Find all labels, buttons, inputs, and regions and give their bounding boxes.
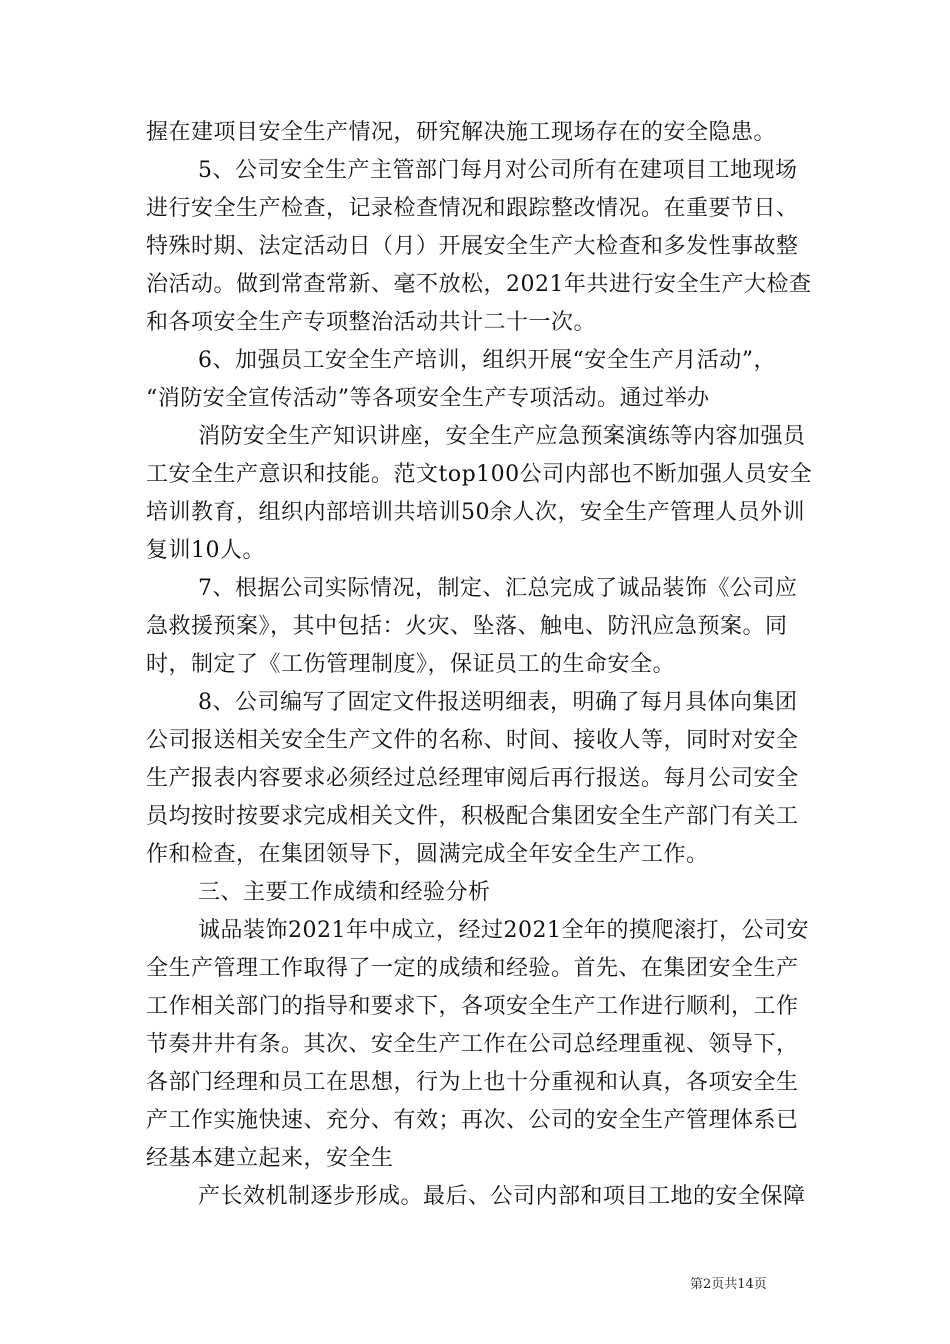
text-line: 和各项安全生产专项整治活动共计二十一次。	[146, 310, 597, 335]
text-line: 全生产管理工作取得了一定的成绩和经验。首先、在集团安全生产	[146, 956, 799, 981]
text-line: 复训10人。	[146, 538, 265, 563]
text-line: 治活动。做到常查常新、毫不放松，2021年共进行安全生产大检查	[146, 272, 812, 297]
text-line: 工安全生产意识和技能。范文top100公司内部也不断加强人员安全	[146, 462, 813, 487]
text-line: 诚品装饰2021年中成立，经过2021全年的摸爬滚打，公司安	[198, 918, 809, 943]
text-line: 5、公司安全生产主管部门每月对公司所有在建项目工地现场	[198, 158, 798, 183]
text-line: 6、加强员工安全生产培训，组织开展“安全生产月活动”，	[198, 348, 776, 373]
text-line: 8、公司编写了固定文件报送明细表，明确了每月具体向集团	[198, 690, 798, 715]
text-line: 7、根据公司实际情况，制定、汇总完成了诚品装饰《公司应	[198, 576, 798, 601]
text-line: 生产报表内容要求必须经过总经理审阅后再行报送。每月公司安全	[146, 766, 799, 791]
text-line: 员均按时按要求完成相关文件，积极配合集团安全生产部门有关工	[146, 804, 799, 829]
text-line: 进行安全生产检查，记录检查情况和跟踪整改情况。在重要节日、	[146, 196, 799, 221]
text-line: 作和检查，在集团领导下，圆满完成全年安全生产工作。	[146, 842, 709, 867]
page-number: 第2页共14页	[690, 1277, 767, 1292]
text-line: 工作相关部门的指导和要求下，各项安全生产工作进行顺利，工作	[146, 994, 799, 1019]
section-heading: 三、主要工作成绩和经验分析	[198, 880, 491, 905]
text-line: “消防安全宣传活动”等各项安全生产专项活动。通过举办	[146, 386, 710, 411]
text-line: 特殊时期、法定活动日（月）开展安全生产大检查和多发性事故整	[146, 234, 799, 259]
text-line: 握在建项目安全生产情况，研究解决施工现场存在的安全隐患。	[146, 120, 777, 145]
text-line: 培训教育，组织内部培训共培训50余人次，安全生产管理人员外训	[146, 500, 805, 525]
text-line: 产长效机制逐步形成。最后、公司内部和项目工地的安全保障	[198, 1184, 806, 1209]
text-line: 产工作实施快速、充分、有效；再次、公司的安全生产管理体系已	[146, 1108, 799, 1133]
text-line: 时，制定了《工伤管理制度》，保证员工的生命安全。	[146, 652, 676, 677]
text-line: 节奏井井有条。其次、安全生产工作在公司总经理重视、领导下，	[146, 1032, 799, 1057]
text-line: 消防安全生产知识讲座，安全生产应急预案演练等内容加强员	[198, 424, 806, 449]
text-line: 经基本建立起来，安全生	[146, 1146, 394, 1171]
text-line: 公司报送相关安全生产文件的名称、时间、接收人等，同时对安全	[146, 728, 799, 753]
text-line: 急救援预案》，其中包括：火灾、坠落、触电、防汛应急预案。同	[146, 614, 788, 639]
text-line: 各部门经理和员工在思想，行为上也十分重视和认真，各项安全生	[146, 1070, 799, 1095]
